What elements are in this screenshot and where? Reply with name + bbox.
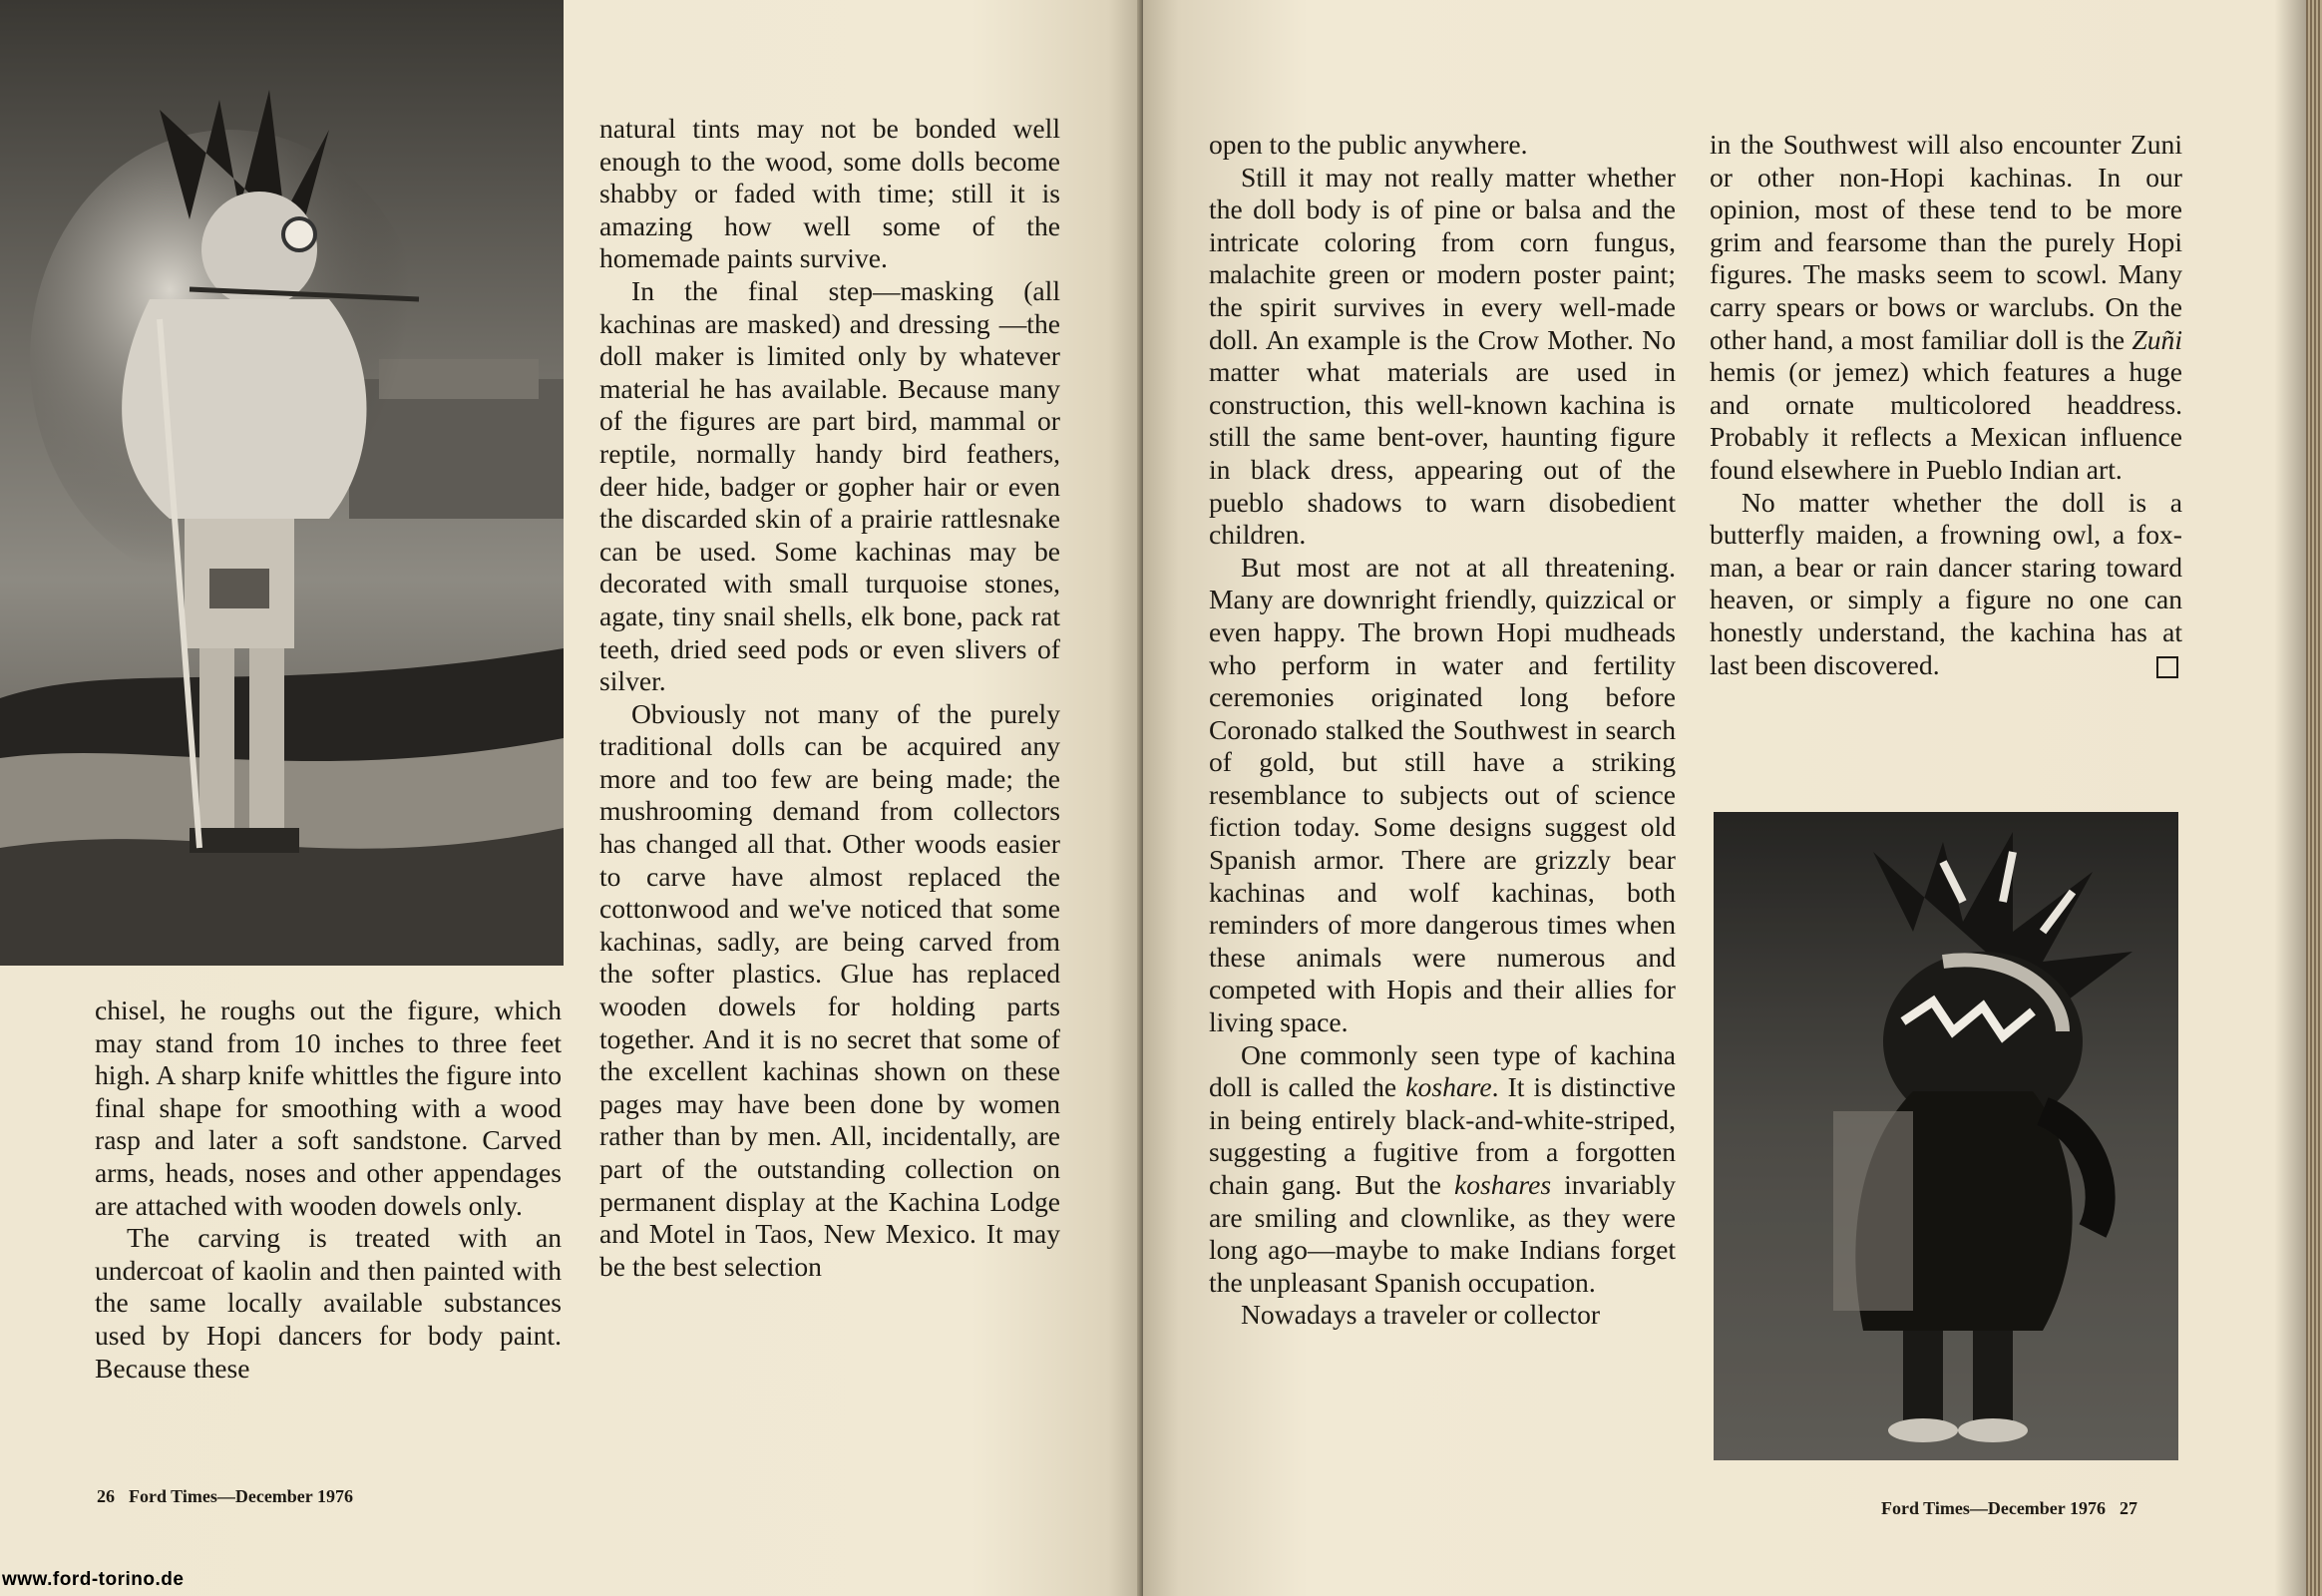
koshare-kachina-photo bbox=[1714, 812, 2178, 1460]
left-page bbox=[0, 0, 1143, 1596]
column-2 bbox=[599, 113, 1060, 1283]
folio-text: Ford Times—December 1976 bbox=[1881, 1498, 2106, 1518]
text-run: One commonly seen type of kachina doll is called the bbox=[1209, 1038, 1676, 1103]
paragraph bbox=[1710, 129, 2182, 487]
text-run: No matter whether the doll is a butterfly maiden, a frowning owl, a fox-man, a bear or rain dancer staring toward heaven, or simply a figure no one can honestly understand, the kachina has at last been discovered. bbox=[1710, 486, 2182, 680]
column-4 bbox=[1710, 129, 2182, 681]
end-of-article-icon bbox=[2156, 656, 2178, 678]
paragraph: chisel, he roughs out the figure, which may stand from 10 inches to three feet high. A sharp knife whittles the figure into final shape for smoothing with a wood rasp and later a soft sandstone. Carved arms, heads, noses and other appendages are attached with wooden dowels only. bbox=[95, 995, 562, 1221]
italic-term: Zuñi bbox=[2131, 323, 2182, 355]
paragraph: Still it may not really matter whether the doll body is of pine or balsa and the intricate coloring from corn fungus, malachite green or modern poster paint; the spirit survives in every well-made doll. An example is the Crow Mother. No matter what materials are used in construction, this well-known kachina is still the same bent-over, haunting figure in black dress, appearing out of the pueblo shadows to warn disobedient children. bbox=[1209, 161, 1676, 551]
right-page bbox=[1143, 0, 2322, 1596]
text-run: hemis (or jemez) which features a huge and ornate multicolored headdress. Probably it reflects a Mexican influence found elsewhere in Pueblo Indian art. bbox=[1710, 356, 2182, 485]
paragraph bbox=[1209, 1039, 1676, 1300]
page-folio-right bbox=[1881, 1497, 2151, 1519]
paragraph: natural tints may not be bonded well enough to the wood, some dolls become shabby or faded with time; still it is amazing how well some of the homemade paints survive. bbox=[599, 113, 1060, 274]
website-watermark: www.ford-torino.de bbox=[2, 1569, 185, 1590]
paragraph: Nowadays a traveler or collector bbox=[1241, 1299, 1601, 1331]
page-number: 26 bbox=[97, 1486, 115, 1506]
italic-term: koshare bbox=[1405, 1071, 1492, 1103]
page-folio-left bbox=[97, 1485, 367, 1507]
kachina-doll-photo bbox=[0, 0, 564, 966]
text-run: . It is distinctive in being entirely black-and-white-striped, suggesting a fugitive from a forgotten chain gang. But the bbox=[1209, 1071, 1677, 1200]
column-3 bbox=[1209, 129, 1676, 1332]
column-1 bbox=[95, 995, 562, 1385]
paragraph: Obviously not many of the purely traditional dolls can be acquired any more and too few are being made; the mushrooming demand from collectors has changed all that. Other woods easier to carve have almost replaced the cottonwood and we've noticed that some kachinas, sadly, are being carved from the softer plastics. Glue has replaced wooden dowels for holding parts together. And it is no secret that some of the excellent kachinas shown on these pages may have been done by women rather than by men. All, incidentally, are part of the outstanding collection on permanent display at the Kachina Lodge and Motel in Taos, New Mexico. It may be the best selection bbox=[599, 697, 1060, 1282]
page-number: 27 bbox=[2119, 1498, 2137, 1518]
paragraph bbox=[1710, 487, 2182, 682]
paragraph: open to the public anywhere. bbox=[1209, 129, 1528, 160]
paragraph: In the final step—masking (all kachinas are masked) and dressing —the doll maker is limited only by whatever material he has available. Because many of the figures are part bird, mammal or reptile, normally handy bird feathers, deer hide, badger or gopher hair or even the discarded skin of a prairie rattlesnake can be used. Some kachinas may be decorated with small turquoise stones, agate, tiny snail shells, elk bone, pack rat teeth, dried seed pods or even slivers of silver. bbox=[599, 274, 1060, 697]
paragraph: The carving is treated with an undercoat of kaolin and then painted with the same locally available substances used by Hopi dancers for body paint. Because these bbox=[95, 1222, 562, 1384]
page-edge bbox=[2306, 0, 2322, 1596]
paragraph: But most are not at all threatening. Many are downright friendly, quizzical or even happy. The brown Hopi mudheads who perform in water and fertility ceremonies originated long before Coronado stalked the Southwest in search of gold, but still have a striking resemblance to subjects out of science fiction today. Some designs suggest old Spanish armor. There are grizzly bear kachinas and wolf kachinas, both reminders of more dangerous times when these animals were numerous and competed with Hopis and their allies for living space. bbox=[1209, 551, 1676, 1038]
folio-text: Ford Times—December 1976 bbox=[129, 1486, 353, 1506]
text-run: invariably are smiling and clownlike, as they were long ago—maybe to make Indians forget the unpleasant Spanish occupation. bbox=[1209, 1169, 1676, 1298]
text-run: in the Southwest will also encounter Zuni or other non-Hopi kachinas. In our opinion, most of these tend to be more grim and fearsome than the purely Hopi figures. The masks seem to scowl. Many carry spears or bows or warclubs. On the other hand, a most familiar doll is the bbox=[1710, 129, 2182, 355]
italic-term: koshares bbox=[1454, 1169, 1552, 1200]
